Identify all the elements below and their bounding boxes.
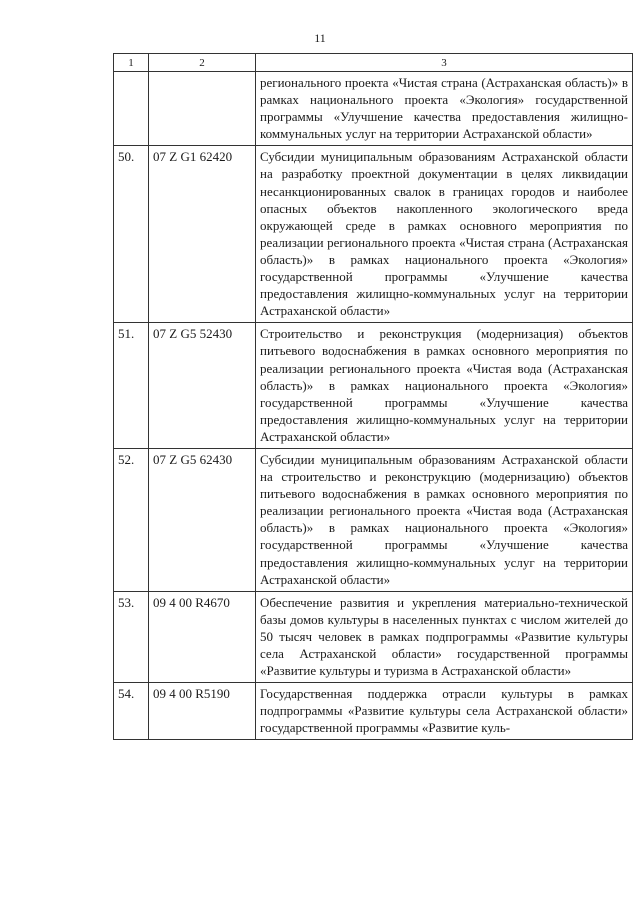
row-code: 09 4 00 R5190 bbox=[149, 683, 256, 740]
row-description: Субсидии муниципальным образованиям Астраханской области на строительство и реконструкцию (модернизацию) объектов питьевого водоснабжения в рамках основного мероприятия по реализации регионального проекта «Чистая вода (Астраханская область)» в рамках национального проекта «Экология» государственной программы «Улучшение качества предоставления жилищно-коммунальных услуг на территории Астраханской области» bbox=[256, 448, 633, 591]
table-row bbox=[114, 72, 633, 146]
header-col-2: 2 bbox=[149, 54, 256, 72]
page-number: 11 bbox=[314, 31, 326, 45]
row-number: 52. bbox=[114, 448, 149, 591]
row-number: 53. bbox=[114, 591, 149, 682]
row-number: 51. bbox=[114, 323, 149, 449]
row-code: 07 Z G1 62420 bbox=[149, 146, 256, 323]
table-row bbox=[114, 448, 633, 591]
table-row bbox=[114, 146, 633, 323]
table-header-row bbox=[114, 54, 633, 72]
row-description: Строительство и реконструкция (модернизация) объектов питьевого водоснабжения в рамках основного мероприятия по реализации регионального проекта «Чистая вода (Астраханская область)» в рамках национального проекта «Экология» государственной программы «Улучшение качества предоставления жилищно-коммунальных услуг на территории Астраханской области» bbox=[256, 323, 633, 449]
document-table bbox=[113, 53, 633, 740]
header-col-1: 1 bbox=[114, 54, 149, 72]
table-row bbox=[114, 683, 633, 740]
row-code: 09 4 00 R4670 bbox=[149, 591, 256, 682]
row-number bbox=[114, 72, 149, 146]
row-description: регионального проекта «Чистая страна (Астраханская область)» в рамках национального проекта «Экология» государственной программы «Улучшение качества предоставления жилищно-коммунальных услуг на территории Астраханской области» bbox=[256, 72, 633, 146]
row-code: 07 Z G5 62430 bbox=[149, 448, 256, 591]
table-row bbox=[114, 591, 633, 682]
header-col-3: 3 bbox=[256, 54, 633, 72]
row-description: Государственная поддержка отрасли культуры в рамках подпрограммы «Развитие культуры села Астраханской области» государственной программы «Развитие куль- bbox=[256, 683, 633, 740]
row-code: 07 Z G5 52430 bbox=[149, 323, 256, 449]
row-description: Субсидии муниципальным образованиям Астраханской области на разработку проектной документации в целях ликвидации несанкционированных свалок в границах городов и наиболее опасных объектов накопленного экологического вреда окружающей среде в рамках основного мероприятия по реализации регионального проекта «Чистая страна (Астраханская область)» в рамках национального проекта «Экология» государственной программы «Улучшение качества предоставления жилищно-коммунальных услуг на территории Астраханской области» bbox=[256, 146, 633, 323]
row-number: 54. bbox=[114, 683, 149, 740]
table-row bbox=[114, 323, 633, 449]
row-code bbox=[149, 72, 256, 146]
row-number: 50. bbox=[114, 146, 149, 323]
row-description: Обеспечение развития и укрепления материально-технической базы домов культуры в населенных пунктах с числом жителей до 50 тысяч человек в рамках подпрограммы «Развитие культуры села Астраханской области» государственной программы «Развитие культуры и туризма в Астраханской области» bbox=[256, 591, 633, 682]
